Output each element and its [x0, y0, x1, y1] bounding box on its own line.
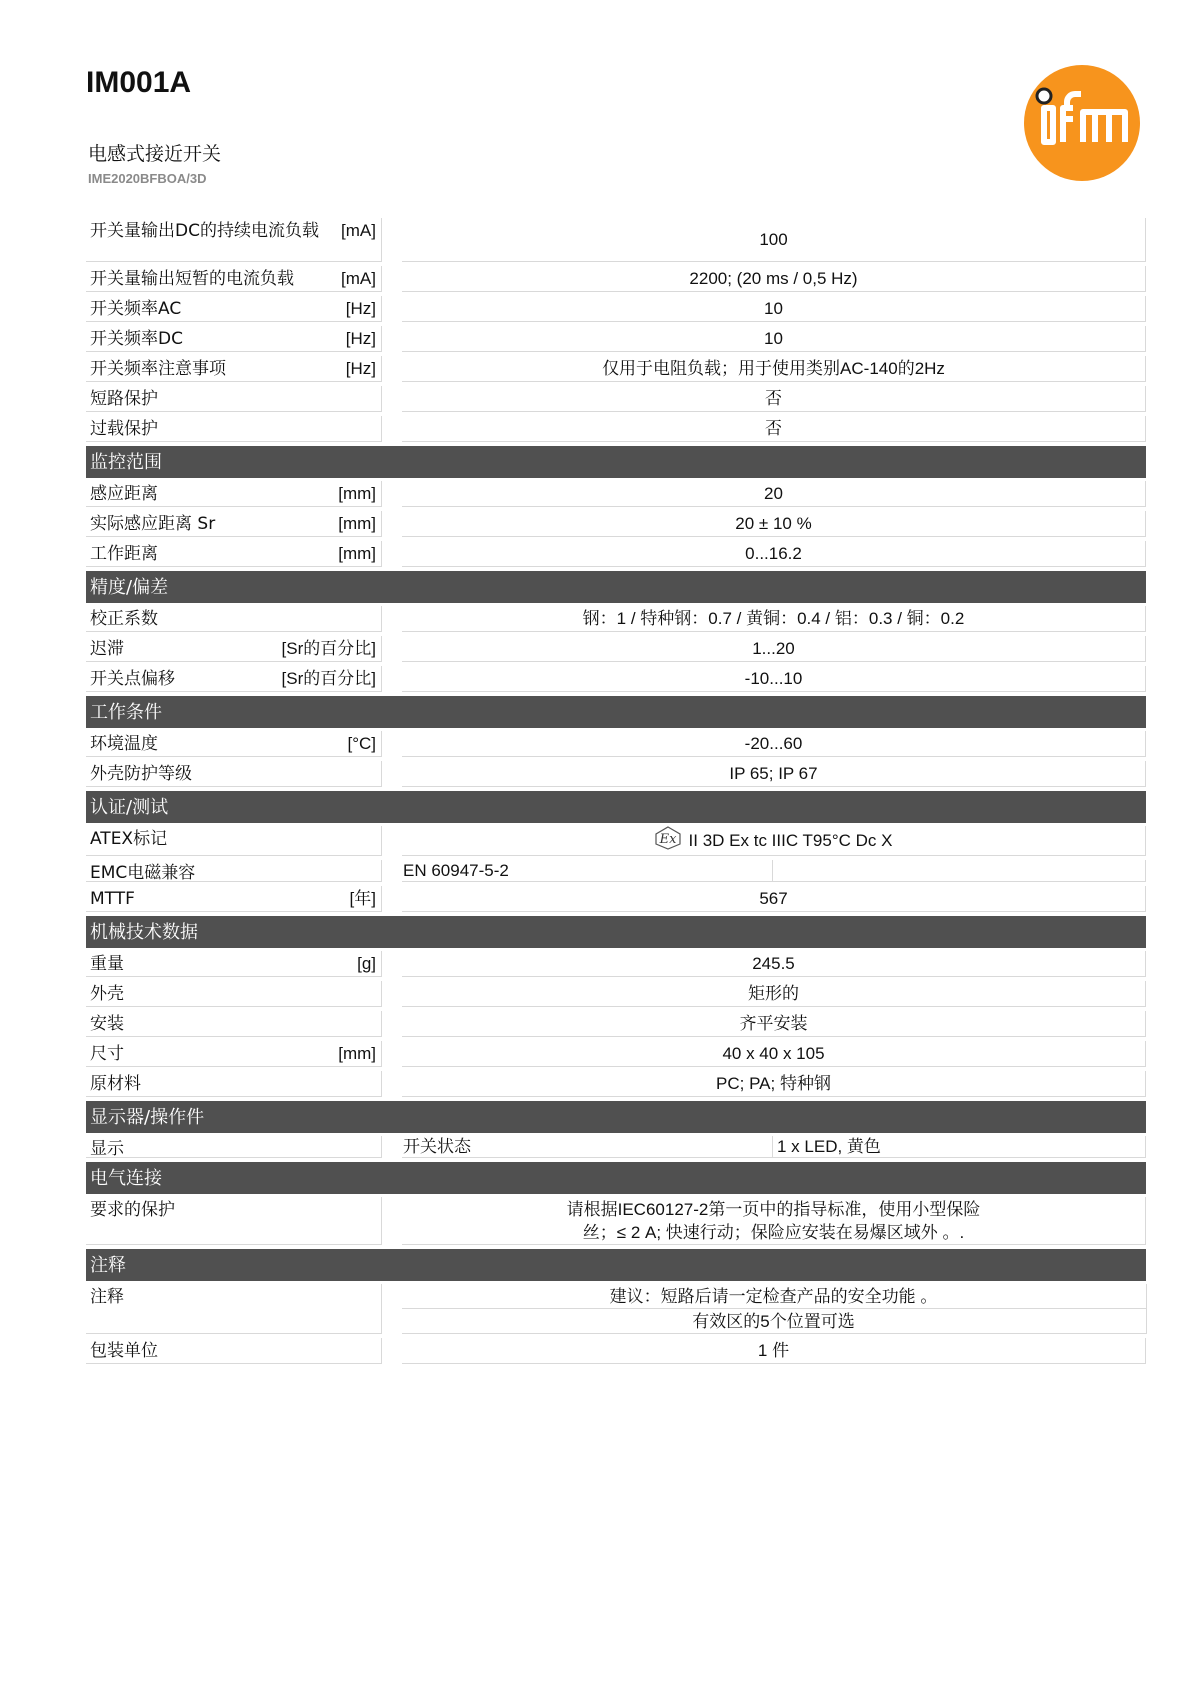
- spec-value-cell: [402, 481, 1146, 507]
- spec-value: II 3D Ex tc IIIC T95°C Dc X: [688, 831, 893, 850]
- section-header: 机械技术数据: [86, 916, 1146, 948]
- spec-label-cell: [86, 666, 382, 692]
- spec-row: [86, 666, 1146, 692]
- spec-unit: [Sr的百分比]: [281, 639, 376, 658]
- spec-label: 外壳: [90, 984, 124, 1004]
- spec-row: [86, 416, 1146, 442]
- spec-label-cell: [86, 860, 382, 882]
- spec-label-cell: [86, 481, 382, 507]
- cell-gap: [382, 826, 402, 856]
- spec-unit: [Hz]: [345, 329, 376, 348]
- spec-value: 矩形的: [748, 984, 799, 1003]
- cell-gap: [382, 731, 402, 757]
- spec-row: [86, 826, 1146, 856]
- section-header: 监控范围: [86, 446, 1146, 478]
- spec-value: 2200; (20 ms / 0,5 Hz): [689, 269, 858, 288]
- spec-label: 开关量输出短暂的电流负载: [90, 269, 294, 289]
- spec-value: 齐平安装: [739, 1014, 808, 1033]
- spec-label-cell: [86, 1041, 382, 1067]
- spec-row: [86, 326, 1146, 352]
- spec-row: [86, 1011, 1146, 1037]
- spec-value: -20...60: [744, 734, 803, 753]
- spec-value: IP 65; IP 67: [729, 764, 818, 783]
- spec-row: [86, 481, 1146, 507]
- cell-gap: [382, 541, 402, 567]
- spec-label-cell: [86, 761, 382, 787]
- spec-label-cell: [86, 886, 382, 912]
- spec-label-cell: [86, 636, 382, 662]
- spec-row: [86, 731, 1146, 757]
- spec-value: 567: [759, 889, 788, 908]
- spec-row: [86, 1284, 1146, 1334]
- cell-gap: [382, 1041, 402, 1067]
- spec-row: [86, 266, 1146, 292]
- cell-gap: [382, 511, 402, 537]
- spec-unit: [mA]: [341, 269, 376, 288]
- spec-value: 245.5: [752, 954, 795, 973]
- spec-value: 否: [765, 419, 782, 438]
- ex-icon: [655, 826, 681, 856]
- spec-unit: [Hz]: [345, 299, 376, 318]
- spec-value: 开关状态: [402, 1136, 773, 1157]
- spec-value-cell: [402, 951, 1146, 977]
- spec-row: [86, 1136, 1146, 1158]
- section-header: 电气连接: [86, 1162, 1146, 1194]
- cell-gap: [382, 981, 402, 1007]
- spec-value-cell: [402, 1011, 1146, 1037]
- spec-value-cell: [402, 296, 1146, 322]
- spec-table: [86, 218, 1146, 1368]
- spec-value: 1...20: [752, 639, 795, 658]
- spec-value-cell: [402, 326, 1146, 352]
- product-code: IME2020BFBOA/3D: [88, 171, 207, 186]
- product-title: IM001A: [86, 66, 192, 99]
- spec-label: 开关量输出DC的持续电流负载: [90, 221, 319, 241]
- spec-value-cell: [402, 356, 1146, 382]
- spec-label-cell: [86, 386, 382, 412]
- spec-row: [86, 1197, 1146, 1245]
- spec-value-cell: [402, 1284, 1146, 1334]
- spec-value: 20: [764, 484, 783, 503]
- spec-label: 环境温度: [90, 734, 158, 754]
- spec-value-cell: [402, 666, 1146, 692]
- spec-label-cell: [86, 326, 382, 352]
- spec-label-cell: [86, 1136, 382, 1158]
- spec-label: 显示: [90, 1139, 124, 1159]
- spec-label: 安装: [90, 1014, 124, 1034]
- cell-gap: [382, 1011, 402, 1037]
- spec-row: [86, 1338, 1146, 1364]
- spec-row: [86, 296, 1146, 322]
- spec-label-cell: [86, 981, 382, 1007]
- cell-gap: [382, 266, 402, 292]
- spec-value-cell: [402, 886, 1146, 912]
- spec-row: [86, 218, 1146, 262]
- spec-unit: [mm]: [338, 1044, 376, 1063]
- spec-label-cell: [86, 416, 382, 442]
- spec-row: [86, 636, 1146, 662]
- spec-label-cell: [86, 1284, 382, 1334]
- cell-gap: [382, 356, 402, 382]
- spec-unit: [Hz]: [345, 359, 376, 378]
- spec-label: 开关频率DC: [90, 329, 183, 349]
- spec-value: 1 件: [757, 1341, 790, 1360]
- cell-gap: [382, 860, 402, 882]
- cell-gap: [382, 1338, 402, 1364]
- spec-label: 开关点偏移: [90, 669, 175, 689]
- spec-value-cell: [402, 511, 1146, 537]
- spec-value-cell: [402, 860, 1146, 882]
- spec-row: [86, 860, 1146, 882]
- spec-label-cell: [86, 1338, 382, 1364]
- spec-label-cell: [86, 541, 382, 567]
- spec-value: EN 60947-5-2: [402, 860, 773, 881]
- spec-value: PC; PA; 特种钢: [716, 1074, 831, 1093]
- spec-label-cell: [86, 356, 382, 382]
- spec-row: [86, 511, 1146, 537]
- spec-value-cell: [402, 266, 1146, 292]
- cell-gap: [382, 886, 402, 912]
- spec-label: 外壳防护等级: [90, 764, 192, 784]
- spec-value-line: 有效区的5个位置可选: [402, 1309, 1147, 1334]
- spec-row: [86, 356, 1146, 382]
- spec-label: 重量: [90, 954, 124, 974]
- spec-row: [86, 981, 1146, 1007]
- spec-unit: [mA]: [341, 221, 376, 240]
- spec-value: 请根据IEC60127-2第一页中的指导标准，使用小型保险丝；≤ 2 A; 快速行动；保险应安装在易爆区域外 。.: [566, 1199, 981, 1242]
- spec-unit: [mm]: [338, 514, 376, 533]
- cell-gap: [382, 1197, 402, 1245]
- cell-gap: [382, 1071, 402, 1097]
- cell-gap: [382, 218, 402, 262]
- spec-row: [86, 951, 1146, 977]
- spec-value-cell: [402, 1071, 1146, 1097]
- cell-gap: [382, 326, 402, 352]
- cell-gap: [382, 951, 402, 977]
- spec-value-cell: [402, 606, 1146, 632]
- spec-label-cell: [86, 606, 382, 632]
- spec-unit: [年]: [349, 889, 376, 908]
- cell-gap: [382, 386, 402, 412]
- spec-value: 100: [759, 230, 788, 249]
- spec-label: 要求的保护: [90, 1200, 175, 1220]
- spec-label: 开关频率AC: [90, 299, 182, 319]
- product-subtitle: 电感式接近开关: [88, 143, 222, 165]
- spec-value-cell: [402, 416, 1146, 442]
- spec-label: ATEX标记: [90, 829, 168, 849]
- spec-unit: [°C]: [347, 734, 376, 753]
- ifm-logo: [1023, 64, 1141, 182]
- cell-gap: [382, 481, 402, 507]
- spec-label: MTTF: [90, 889, 135, 909]
- spec-row: [86, 1071, 1146, 1097]
- spec-label: 包装单位: [90, 1341, 158, 1361]
- spec-value: 40 x 40 x 105: [722, 1044, 825, 1063]
- spec-label: 尺寸: [90, 1044, 124, 1064]
- spec-value-cell: [402, 541, 1146, 567]
- spec-value: 20 ± 10 %: [735, 514, 812, 533]
- spec-label-cell: [86, 1011, 382, 1037]
- spec-row: [86, 386, 1146, 412]
- spec-label: EMC电磁兼容: [90, 863, 196, 883]
- spec-value-cell: [402, 761, 1146, 787]
- spec-row: [86, 1041, 1146, 1067]
- spec-label: 校正系数: [90, 609, 158, 629]
- spec-value-cell: [402, 636, 1146, 662]
- cell-gap: [382, 1136, 402, 1158]
- spec-value-cell: [402, 1136, 1146, 1158]
- section-header: 显示器/操作件: [86, 1101, 1146, 1133]
- section-header: 精度/偏差: [86, 571, 1146, 603]
- spec-label: 实际感应距离 Sr: [90, 514, 216, 534]
- spec-unit: [mm]: [338, 544, 376, 563]
- spec-value: 0...16.2: [745, 544, 802, 563]
- spec-unit: [mm]: [338, 484, 376, 503]
- cell-gap: [382, 666, 402, 692]
- spec-label-cell: [86, 296, 382, 322]
- spec-row: [86, 761, 1146, 787]
- spec-value: 10: [764, 299, 783, 318]
- spec-label: 原材料: [90, 1074, 141, 1094]
- spec-label: 过载保护: [90, 419, 158, 439]
- spec-value: 仅用于电阻负载；用于使用类别AC-140的2Hz: [602, 359, 945, 378]
- section-header: 注释: [86, 1249, 1146, 1281]
- svg-text:Ex: Ex: [659, 831, 676, 847]
- spec-value: 10: [764, 329, 783, 348]
- spec-row: [86, 541, 1146, 567]
- spec-label: 注释: [90, 1287, 124, 1307]
- spec-unit: [Sr的百分比]: [281, 669, 376, 688]
- spec-value: 否: [765, 389, 782, 408]
- spec-value-cell: [402, 1197, 1146, 1245]
- spec-value-cell: [402, 731, 1146, 757]
- spec-label-cell: [86, 218, 382, 262]
- spec-label: 开关频率注意事项: [90, 359, 226, 379]
- spec-value-cell: [402, 386, 1146, 412]
- spec-label-cell: [86, 511, 382, 537]
- cell-gap: [382, 606, 402, 632]
- spec-value: 钢：1 / 特种钢：0.7 / 黄铜：0.4 / 铝：0.3 / 铜：0.2: [582, 609, 965, 628]
- spec-value-line: 建议：短路后请一定检查产品的安全功能 。: [402, 1284, 1147, 1309]
- spec-label-cell: [86, 951, 382, 977]
- spec-value-cell: [402, 826, 1146, 856]
- spec-label-cell: [86, 1071, 382, 1097]
- spec-value-cell: [402, 1338, 1146, 1364]
- spec-value: -10...10: [744, 669, 803, 688]
- spec-label-cell: [86, 731, 382, 757]
- cell-gap: [382, 636, 402, 662]
- spec-row: [86, 606, 1146, 632]
- spec-label-cell: [86, 266, 382, 292]
- spec-label-cell: [86, 1197, 382, 1245]
- cell-gap: [382, 296, 402, 322]
- spec-label-cell: [86, 826, 382, 856]
- spec-label: 迟滞: [90, 639, 124, 659]
- spec-value-cell: [402, 981, 1146, 1007]
- cell-gap: [382, 761, 402, 787]
- spec-label: 感应距离: [90, 484, 158, 504]
- spec-value-secondary: 1 x LED, 黄色: [777, 1137, 881, 1156]
- spec-value-cell: [402, 1041, 1146, 1067]
- cell-gap: [382, 1284, 402, 1334]
- spec-unit: [g]: [357, 954, 376, 973]
- spec-label: 短路保护: [90, 389, 158, 409]
- cell-gap: [382, 416, 402, 442]
- section-header: 认证/测试: [86, 791, 1146, 823]
- spec-value-cell: [402, 218, 1146, 262]
- spec-label: 工作距离: [90, 544, 158, 564]
- section-header: 工作条件: [86, 696, 1146, 728]
- spec-row: [86, 886, 1146, 912]
